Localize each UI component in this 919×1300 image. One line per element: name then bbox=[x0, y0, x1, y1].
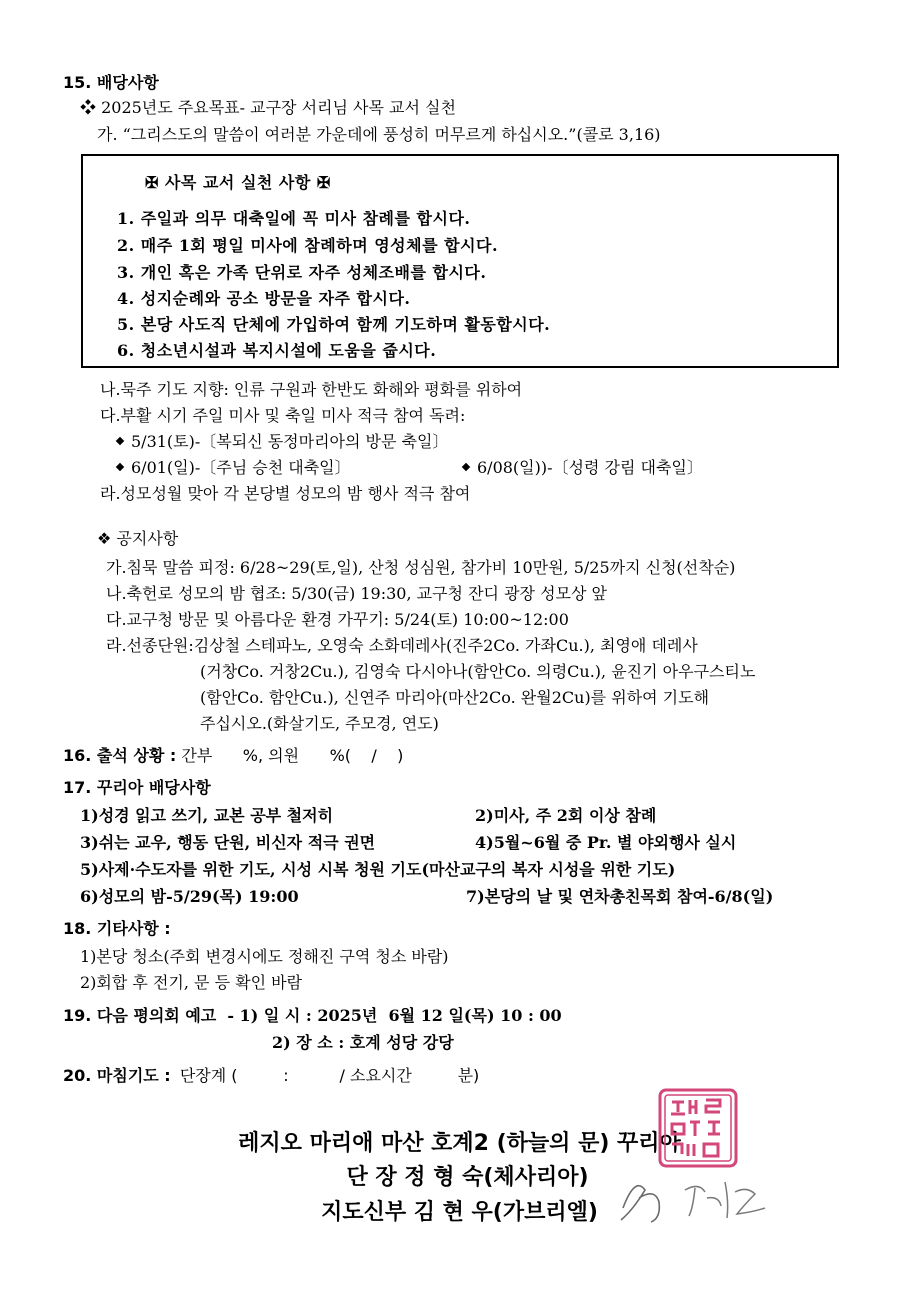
rosary-intention: 나.묵주 기도 지향: 인류 구원과 한반도 화해와 평화를 위하여 bbox=[100, 380, 523, 399]
other-item: 1)본당 청소(주회 변경시에도 정해진 구역 청소 바람) bbox=[80, 947, 449, 966]
section-19-heading: 19. 다음 평의회 예고 bbox=[63, 1006, 217, 1025]
seal-stamp-icon bbox=[658, 1088, 738, 1168]
section-15-heading: 15. 배당사항 bbox=[63, 73, 159, 92]
notice-item: 다.교구청 방문 및 아름다운 환경 가꾸기: 5/24(토) 10:00~12:00 bbox=[106, 610, 569, 629]
meeting-place: 2) 장 소 : 호계 성당 강당 bbox=[272, 1033, 454, 1052]
organization-name: 레지오 마리애 마산 호계2 (하늘의 문) 꾸리아 bbox=[238, 1131, 681, 1156]
box-item: 5. 본당 사도직 단체에 가입하여 함께 기도하며 활동합시다. bbox=[117, 315, 551, 334]
signature-icon bbox=[615, 1168, 775, 1228]
notice-heading: ❖ 공지사항 bbox=[97, 529, 179, 548]
next-meeting-line bbox=[63, 1005, 562, 1027]
easter-mass-line: 다.부활 시기 주일 미사 및 축일 미사 적극 참여 독려: bbox=[100, 406, 466, 425]
attendance-line bbox=[63, 745, 403, 767]
box-item: 1. 주일과 의무 대축일에 꼭 미사 참례를 합시다. bbox=[117, 209, 471, 228]
section-17-heading: 17. 꾸리아 배당사항 bbox=[63, 778, 211, 797]
curia-item: 7)본당의 날 및 연차총친목회 참여-6/8(일) bbox=[466, 887, 774, 906]
feast-text: 6/01(일)-〔주님 승천 대축일〕 bbox=[131, 458, 351, 477]
curia-item: 1)성경 읽고 쓰기, 교본 공부 철저히 bbox=[80, 806, 334, 825]
feast-text: 6/08(일))-〔성령 강림 대축일〕 bbox=[477, 458, 703, 477]
notice-item: 가.침묵 말씀 피정: 6/28~29(토,일), 산청 성심원, 참가비 10만원, 5/25까지 신청(선착순) bbox=[106, 558, 736, 577]
closing-prayer-line bbox=[63, 1065, 479, 1087]
curia-item: 5)사제·수도자를 위한 기도, 시성 시복 청원 기도(마산교구의 복자 시성을 위한 기도) bbox=[80, 860, 676, 879]
meeting-date: - 1) 일 시 : 2025년 6월 12 일(목) 10 : 00 bbox=[227, 1006, 562, 1025]
bullet-icon bbox=[116, 462, 124, 470]
section-20-heading: 20. 마침기도 : bbox=[63, 1066, 171, 1085]
attendance-text: 간부 %, 의원 %( / ) bbox=[181, 746, 404, 765]
box-item: 3. 개인 혹은 가족 단위로 자주 성체조배를 합시다. bbox=[117, 263, 487, 282]
pastoral-letter-box bbox=[81, 154, 839, 368]
notice-item: 주십시오.(화살기도, 주모경, 연도) bbox=[200, 714, 439, 733]
curia-item: 3)쉬는 교우, 행동 단원, 비신자 적극 권면 bbox=[80, 833, 376, 852]
box-item: 4. 성지순례와 공소 방문을 자주 합시다. bbox=[117, 289, 411, 308]
notice-item: 나.축헌로 성모의 밤 협조: 5/30(금) 19:30, 교구청 잔디 광장 성모상 앞 bbox=[106, 584, 607, 603]
box-title: ✠ 사목 교서 실천 사항 ✠ bbox=[145, 173, 331, 192]
other-item: 2)회합 후 전기, 문 등 확인 바람 bbox=[80, 973, 303, 992]
scripture-line: 가. “그리스도의 말씀이 여러분 가운데에 풍성히 머무르게 하십시오.”(콜로 3,16) bbox=[97, 125, 661, 144]
feast-text: 5/31(토)-〔복되신 동정마리아의 방문 축일〕 bbox=[131, 432, 449, 451]
box-item: 2. 매주 1회 평일 미사에 참례하며 영성체를 합시다. bbox=[117, 236, 499, 255]
curia-item: 6)성모의 밤-5/29(목) 19:00 bbox=[80, 887, 299, 906]
notice-item: (함안Co. 함안Cu.), 신연주 마리아(마산2Co. 완월2Cu)를 위하여 기도해 bbox=[200, 688, 710, 707]
feast-item bbox=[117, 457, 351, 479]
curia-item: 4)5월~6월 중 Pr. 별 야외행사 실시 bbox=[475, 833, 737, 852]
annual-goal-line: ❖ 2025년도 주요목표- 교구장 서리님 사목 교서 실천 bbox=[80, 98, 456, 117]
marian-month-line: 라.성모성월 맞아 각 본당별 성모의 밤 행사 적극 참여 bbox=[100, 484, 471, 503]
notice-item: 라.선종단원:김상철 스테파노, 오영숙 소화데레사(진주2Co. 가좌Cu.), 최영애 데레사 bbox=[106, 636, 698, 655]
curia-item: 2)미사, 주 2회 이상 참례 bbox=[475, 806, 657, 825]
box-item: 6. 청소년시설과 복지시설에 도움을 줍시다. bbox=[117, 341, 437, 360]
feast-item bbox=[463, 457, 703, 479]
notice-item: (거창Co. 거창2Cu.), 김영숙 다시아나(함안Co. 의령Cu.), 윤진기 아우구스티노 bbox=[200, 662, 756, 681]
spiritual-director-name: 지도신부 김 현 우(가브리엘) bbox=[321, 1200, 598, 1225]
feast-item bbox=[117, 431, 448, 453]
president-name: 단 장 정 형 숙(체사리아) bbox=[346, 1165, 589, 1190]
section-16-heading: 16. 출석 상황 : bbox=[63, 746, 177, 765]
section-18-heading: 18. 기타사항 : bbox=[63, 919, 171, 938]
closing-prayer-text: 단장계 ( : / 소요시간 분) bbox=[179, 1066, 480, 1085]
bullet-icon bbox=[116, 436, 124, 444]
bullet-icon bbox=[462, 462, 470, 470]
